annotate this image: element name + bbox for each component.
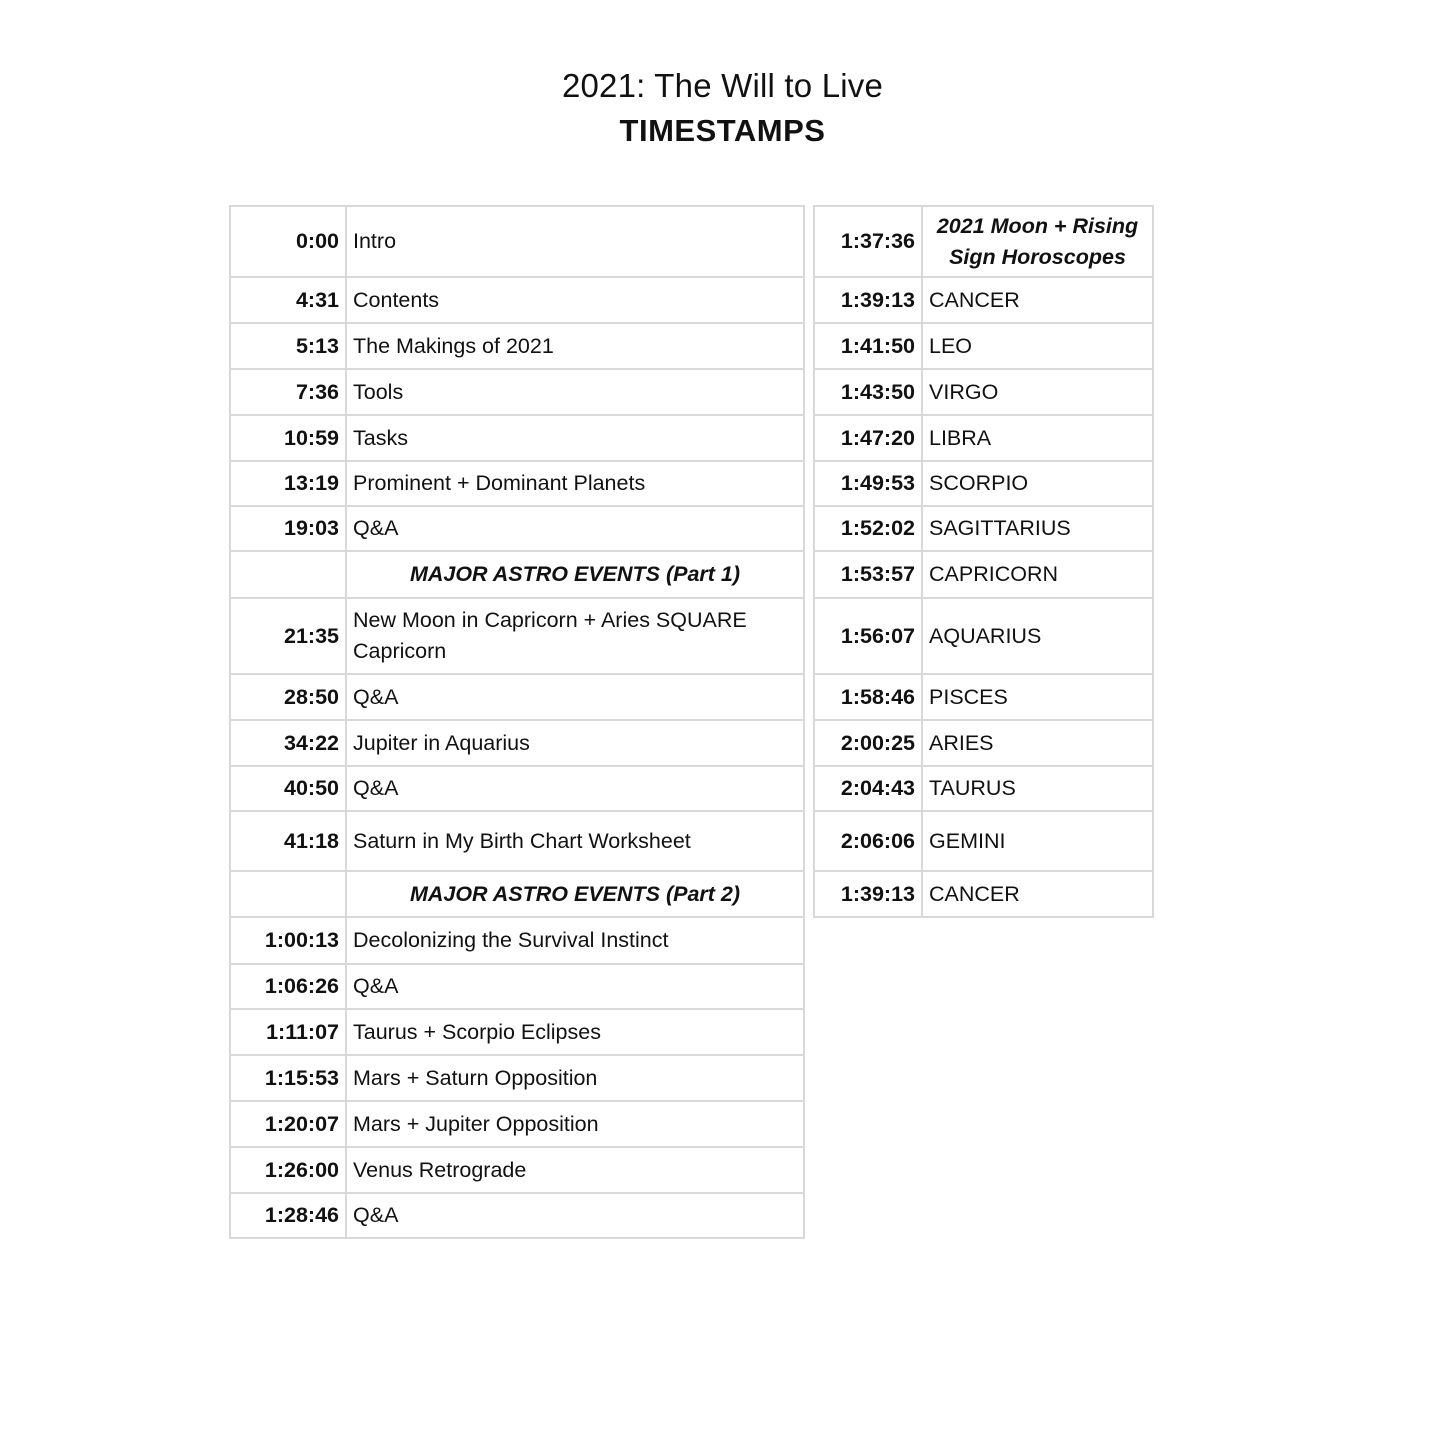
topic-cell: Saturn in My Birth Chart Worksheet: [346, 811, 804, 871]
topic-cell: CANCER: [922, 277, 1153, 323]
timestamp-cell: 1:53:57: [814, 551, 922, 598]
topic-cell: SAGITTARIUS: [922, 506, 1153, 551]
topic-cell: The Makings of 2021: [346, 323, 804, 369]
table-row: [814, 323, 1153, 369]
table-row: [814, 766, 1153, 811]
timestamp-cell: 7:36: [230, 369, 346, 415]
topic-cell: Jupiter in Aquarius: [346, 720, 804, 766]
timestamp-cell: 1:20:07: [230, 1101, 346, 1147]
table-row: [814, 415, 1153, 461]
topic-cell: LEO: [922, 323, 1153, 369]
table-row: [814, 720, 1153, 766]
table-row: [230, 1193, 804, 1238]
timestamp-cell: [230, 551, 346, 598]
table-row: [230, 206, 804, 277]
table-row: [814, 506, 1153, 551]
topic-cell: Prominent + Dominant Planets: [346, 461, 804, 506]
timestamp-cell: 19:03: [230, 506, 346, 551]
topic-cell: Decolonizing the Survival Instinct: [346, 917, 804, 964]
section-heading-cell: MAJOR ASTRO EVENTS (Part 1): [346, 551, 804, 598]
topic-cell: Q&A: [346, 674, 804, 720]
section-heading-row: [230, 551, 804, 598]
table-row: [814, 674, 1153, 720]
table-row: [230, 766, 804, 811]
table-row: [814, 461, 1153, 506]
topic-cell: SCORPIO: [922, 461, 1153, 506]
topic-cell: VIRGO: [922, 369, 1153, 415]
timestamp-cell: 41:18: [230, 811, 346, 871]
topic-cell: LIBRA: [922, 415, 1153, 461]
table-row: [230, 277, 804, 323]
topic-cell: PISCES: [922, 674, 1153, 720]
table-row: [230, 415, 804, 461]
table-row: [230, 917, 804, 964]
timestamp-cell: 1:52:02: [814, 506, 922, 551]
table-row: [814, 277, 1153, 323]
topic-cell: New Moon in Capricorn + Aries SQUARE Capricorn: [346, 598, 804, 674]
table-row: [230, 1147, 804, 1193]
timestamp-cell: 5:13: [230, 323, 346, 369]
timestamp-cell: 1:06:26: [230, 964, 346, 1009]
table-row: [230, 720, 804, 766]
topic-cell: Q&A: [346, 766, 804, 811]
table-row: [230, 323, 804, 369]
document-subtitle: TIMESTAMPS: [619, 113, 826, 148]
table-row: [230, 506, 804, 551]
timestamp-cell: 1:39:13: [814, 277, 922, 323]
table-row: [230, 369, 804, 415]
table-row: [814, 369, 1153, 415]
table-row: [230, 1009, 804, 1055]
table-row: [814, 598, 1153, 674]
table-row: [814, 871, 1153, 917]
timestamp-cell: 1:15:53: [230, 1055, 346, 1101]
topic-cell: ARIES: [922, 720, 1153, 766]
topic-cell: Q&A: [346, 1193, 804, 1238]
timestamp-cell: 13:19: [230, 461, 346, 506]
timestamp-cell: 1:26:00: [230, 1147, 346, 1193]
timestamps-table-right: [813, 205, 1154, 918]
document-title: 2021: The Will to Live: [561, 67, 884, 104]
topic-cell: Contents: [346, 277, 804, 323]
timestamp-cell: 40:50: [230, 766, 346, 811]
timestamp-cell: 2:04:43: [814, 766, 922, 811]
topic-cell: TAURUS: [922, 766, 1153, 811]
timestamp-cell: 1:43:50: [814, 369, 922, 415]
timestamp-cell: 1:39:13: [814, 871, 922, 917]
topic-cell: Tools: [346, 369, 804, 415]
topic-cell: Intro: [346, 206, 804, 277]
table-row: [230, 811, 804, 871]
topic-cell: Q&A: [346, 506, 804, 551]
timestamp-cell: 1:28:46: [230, 1193, 346, 1238]
table-row: [230, 598, 804, 674]
section-heading-cell: MAJOR ASTRO EVENTS (Part 2): [346, 871, 804, 917]
section-heading-cell: 2021 Moon + Rising Sign Horoscopes: [922, 206, 1153, 277]
table-row: [230, 461, 804, 506]
timestamp-cell: 1:47:20: [814, 415, 922, 461]
table-row: [814, 551, 1153, 598]
timestamp-cell: 4:31: [230, 277, 346, 323]
topic-cell: CAPRICORN: [922, 551, 1153, 598]
timestamp-cell: 2:06:06: [814, 811, 922, 871]
timestamp-cell: 28:50: [230, 674, 346, 720]
topic-cell: AQUARIUS: [922, 598, 1153, 674]
topic-cell: Venus Retrograde: [346, 1147, 804, 1193]
timestamp-cell: 0:00: [230, 206, 346, 277]
timestamp-cell: 34:22: [230, 720, 346, 766]
topic-cell: Mars + Jupiter Opposition: [346, 1101, 804, 1147]
timestamp-cell: [230, 871, 346, 917]
table-row: [814, 811, 1153, 871]
topic-cell: Taurus + Scorpio Eclipses: [346, 1009, 804, 1055]
timestamp-cell: 1:41:50: [814, 323, 922, 369]
table-row: [230, 1101, 804, 1147]
timestamp-cell: 1:49:53: [814, 461, 922, 506]
timestamp-cell: 10:59: [230, 415, 346, 461]
section-heading-row: [230, 871, 804, 917]
timestamp-cell: 2:00:25: [814, 720, 922, 766]
table-row: [230, 674, 804, 720]
topic-cell: GEMINI: [922, 811, 1153, 871]
timestamp-cell: 1:58:46: [814, 674, 922, 720]
timestamp-cell: 1:56:07: [814, 598, 922, 674]
topic-cell: CANCER: [922, 871, 1153, 917]
table-row: [230, 1055, 804, 1101]
section-heading-row: [814, 206, 1153, 277]
timestamp-cell: 1:37:36: [814, 206, 922, 277]
topic-cell: Q&A: [346, 964, 804, 1009]
timestamps-table-left: [229, 205, 805, 1239]
topic-cell: Mars + Saturn Opposition: [346, 1055, 804, 1101]
timestamp-cell: 1:11:07: [230, 1009, 346, 1055]
timestamp-cell: 1:00:13: [230, 917, 346, 964]
table-row: [230, 964, 804, 1009]
timestamp-cell: 21:35: [230, 598, 346, 674]
topic-cell: Tasks: [346, 415, 804, 461]
